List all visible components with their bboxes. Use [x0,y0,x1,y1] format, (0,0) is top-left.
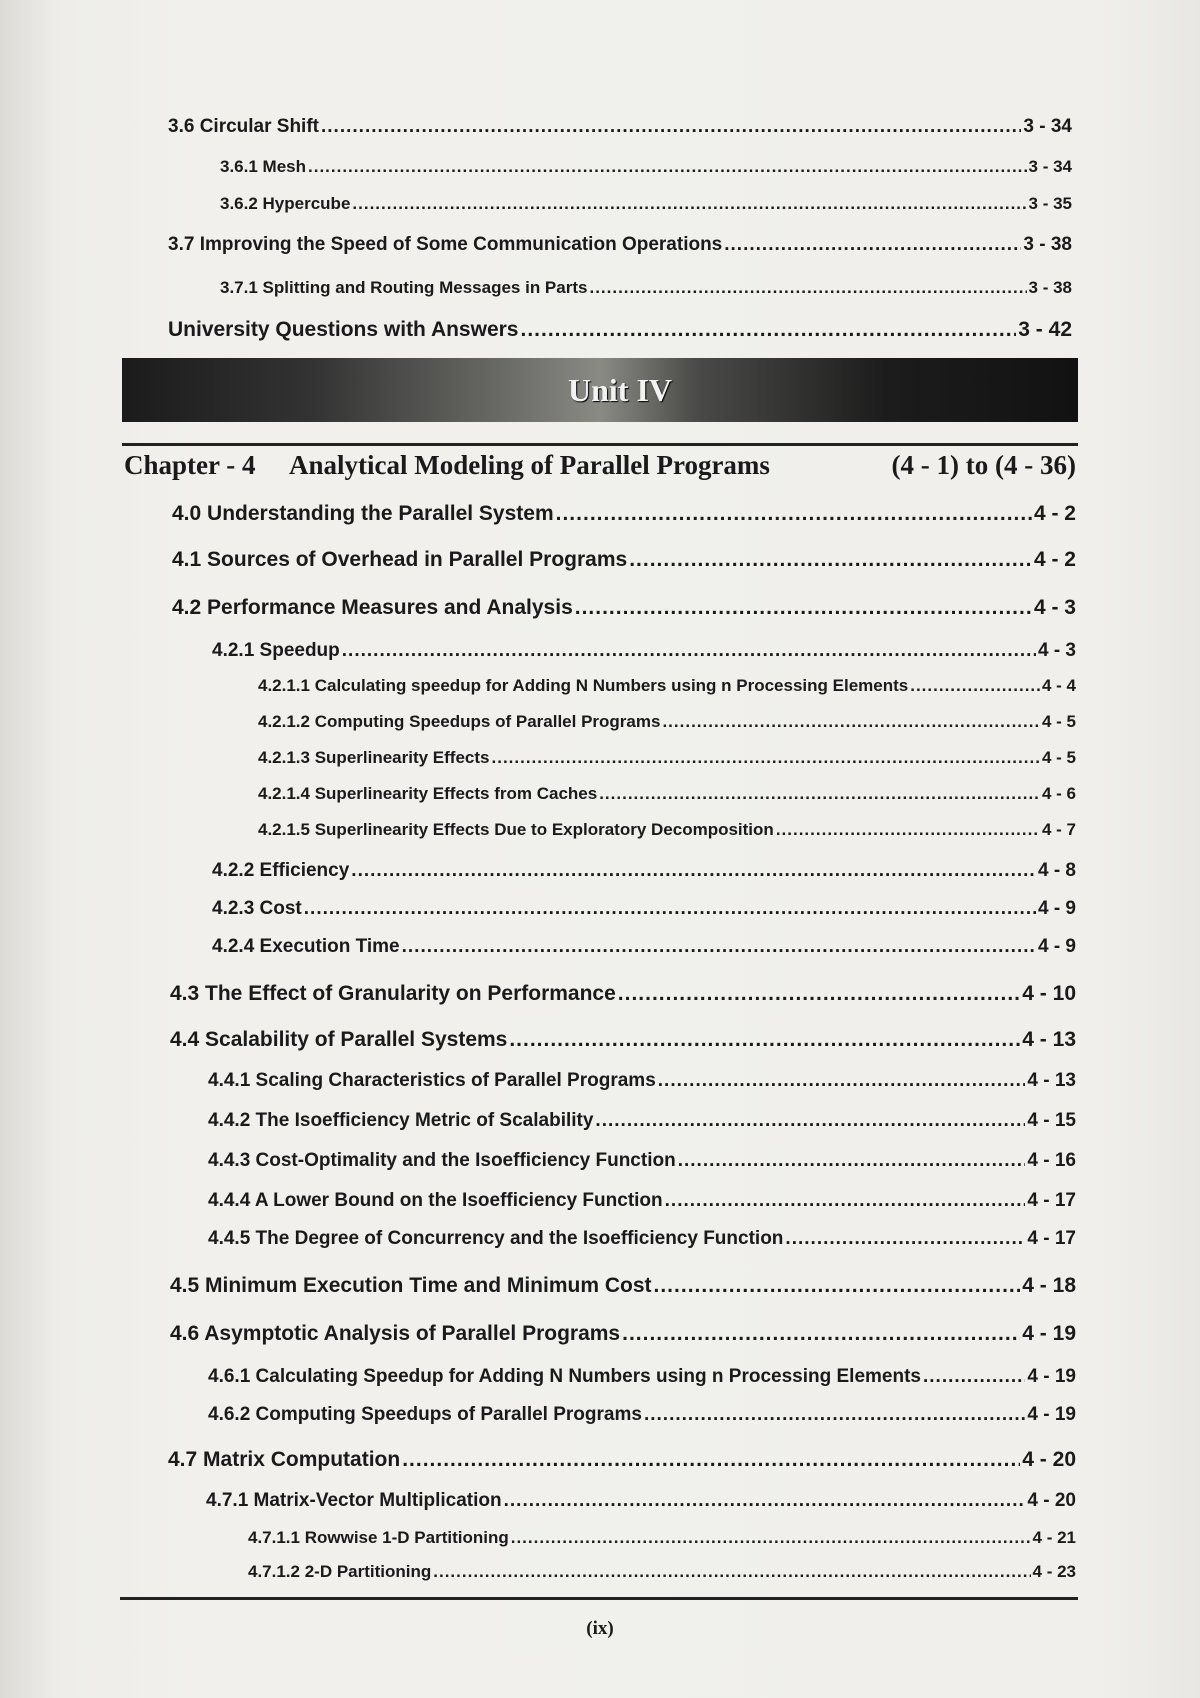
leader-dots [342,640,1036,662]
toc-entry-label: 3.6.1 Mesh [220,157,306,176]
leader-dots [352,194,1026,214]
leader-dots [321,116,1021,138]
toc-entry-label: 4.3 The Effect of Granularity on Performance [170,982,616,1005]
leader-dots [433,1562,1030,1582]
toc-entry-page: 4 - 6 [1041,784,1076,803]
toc-entry [220,157,1072,177]
toc-entry-page: 4 - 5 [1041,748,1076,767]
toc-entry-label: 4.2.1 Speedup [212,640,340,661]
toc-entry-page: 4 - 21 [1032,1528,1076,1547]
chapter-label: Chapter - 4 [124,450,256,480]
toc-entry-page: 4 - 17 [1027,1228,1076,1249]
toc-entry [212,936,1076,958]
toc-entry [168,116,1072,138]
chapter-title: Analytical Modeling of Parallel Programs [289,450,770,480]
toc-entry-label: 4.6.2 Computing Speedups of Parallel Programs [208,1404,642,1425]
toc-entry-label: 3.7.1 Splitting and Routing Messages in Parts [220,278,588,297]
toc-entry-page: 4 - 19 [1027,1404,1076,1425]
leader-dots [622,1322,1020,1346]
toc-entry [212,898,1076,920]
leader-dots [665,1190,1026,1212]
footer-rule [120,1597,1078,1600]
chapter-page-range: (4 - 1) to (4 - 36) [891,450,1076,480]
leader-dots [658,1070,1026,1092]
toc-entry-label: 4.4 Scalability of Parallel Systems [170,1028,508,1051]
toc-entry-label: 4.2.2 Efficiency [212,860,350,881]
toc-entry-page: 4 - 4 [1041,676,1076,695]
toc-entry-page: 3 - 34 [1023,116,1072,137]
leader-dots [776,820,1040,840]
leader-dots [678,1150,1026,1172]
toc-entry-page: 4 - 20 [1027,1490,1076,1511]
leader-dots [511,1528,1031,1548]
leader-dots [724,234,1021,256]
toc-entry [258,676,1076,696]
toc-entry-label: 4.5 Minimum Execution Time and Minimum Cost [170,1274,652,1297]
toc-entry [208,1366,1076,1388]
toc-entry-page: 4 - 9 [1037,898,1076,919]
toc-entry [258,712,1076,732]
toc-entry-page: 4 - 3 [1033,596,1076,619]
toc-entry [208,1110,1076,1132]
toc-entry [208,1404,1076,1426]
toc-entry [208,1228,1076,1250]
leader-dots [402,936,1036,958]
toc-entry-page: 3 - 35 [1028,194,1072,213]
leader-dots [662,712,1040,732]
toc-entry [172,548,1076,572]
toc-entry-page: 4 - 7 [1041,820,1076,839]
leader-dots [556,502,1032,526]
toc-entry-label: 4.7.1.1 Rowwise 1-D Partitioning [248,1528,509,1547]
toc-entry-label: 4.2.4 Execution Time [212,936,400,957]
toc-entry [208,1150,1076,1172]
toc-entry-label: 4.7.1.2 2-D Partitioning [248,1562,432,1581]
toc-entry [170,982,1076,1006]
toc-entry-page: 4 - 13 [1022,1028,1076,1051]
toc-entry-label: 4.4.3 Cost-Optimality and the Isoefficiency Function [208,1150,676,1171]
toc-entry-label: 4.2.3 Cost [212,898,302,919]
toc-entry [258,820,1076,840]
leader-dots [923,1366,1025,1388]
toc-entry-page: 4 - 20 [1022,1448,1076,1471]
toc-entry [220,278,1072,298]
toc-entry [212,860,1076,882]
page-number: (ix) [586,1618,614,1639]
toc-entry-label: 3.6.2 Hypercube [220,194,351,213]
leader-dots [629,548,1032,572]
toc-entry-page: 4 - 15 [1027,1110,1076,1131]
toc-entry-page: 3 - 34 [1028,157,1072,176]
toc-entry-label: 4.1 Sources of Overhead in Parallel Programs [172,548,628,571]
leader-dots [308,157,1027,177]
toc-entry-page: 4 - 18 [1022,1274,1076,1297]
toc-entry-label: 4.4.4 A Lower Bound on the Isoefficiency Function [208,1190,663,1211]
toc-entry-label: 4.7.1 Matrix-Vector Multiplication [206,1490,502,1511]
leader-dots [520,318,1016,342]
toc-entry-label: University Questions with Answers [168,318,519,341]
leader-dots [599,784,1040,804]
toc-entry-page: 3 - 38 [1028,278,1072,297]
toc-entry [248,1562,1076,1582]
toc-entry-label: 4.2 Performance Measures and Analysis [172,596,573,619]
toc-entry-label: 4.2.1.5 Superlinearity Effects Due to Exploratory Decomposition [258,820,774,839]
toc-entry-label: 4.4.2 The Isoefficiency Metric of Scalability [208,1110,594,1131]
leader-dots [402,1448,1020,1472]
leader-dots [595,1110,1025,1132]
toc-entry-page: 4 - 16 [1027,1150,1076,1171]
toc-entry-label: 4.4.1 Scaling Characteristics of Parallel Programs [208,1070,656,1091]
unit-title: Unit IV [567,371,672,408]
leader-dots [509,1028,1020,1052]
toc-entry-label: 4.2.1.1 Calculating speedup for Adding N Numbers using n Processing Elements [258,676,909,695]
toc-entry [170,1322,1076,1346]
toc-entry-label: 4.2.1.4 Superlinearity Effects from Caches [258,784,598,803]
toc-entry [208,1190,1076,1212]
leader-dots [304,898,1036,920]
leader-dots [504,1490,1026,1512]
unit-banner [122,358,1078,422]
toc-entry [208,1070,1076,1092]
toc-entry-label: 4.2.1.2 Computing Speedups of Parallel Programs [258,712,661,731]
toc-entry [212,640,1076,662]
leader-dots [785,1228,1025,1250]
leader-dots [654,1274,1021,1298]
toc-entry-page: 4 - 23 [1032,1562,1076,1581]
toc-entry [206,1490,1076,1512]
toc-entry [258,748,1076,768]
leader-dots [492,748,1040,768]
toc-entry-label: 3.7 Improving the Speed of Some Communication Operations [168,234,723,255]
toc-entry-page: 4 - 2 [1033,502,1076,525]
toc-entry [258,784,1076,804]
toc-entry-page: 4 - 2 [1033,548,1076,571]
toc-entry-page: 3 - 42 [1018,318,1072,341]
toc-entry-label: 3.6 Circular Shift [168,116,319,137]
toc-entry-page: 3 - 38 [1023,234,1072,255]
toc-entry-page: 4 - 19 [1027,1366,1076,1387]
toc-entry-label: 4.6.1 Calculating Speedup for Adding N Numbers using n Processing Elements [208,1366,921,1387]
toc-entry [170,1274,1076,1298]
toc-entry [168,1448,1076,1472]
toc-entry [170,1028,1076,1052]
toc-entry-page: 4 - 17 [1027,1190,1076,1211]
chapter-top-rule [122,443,1078,446]
toc-entry-label: 4.4.5 The Degree of Concurrency and the Isoefficiency Function [208,1228,784,1249]
leader-dots [618,982,1021,1006]
toc-entry-label: 4.6 Asymptotic Analysis of Parallel Programs [170,1322,621,1345]
toc-entry-page: 4 - 19 [1022,1322,1076,1345]
leader-dots [644,1404,1025,1426]
leader-dots [910,676,1040,696]
toc-entry-page: 4 - 5 [1041,712,1076,731]
toc-entry-label: 4.2.1.3 Superlinearity Effects [258,748,490,767]
leader-dots [351,860,1036,882]
leader-dots [575,596,1032,620]
toc-entry-page: 4 - 3 [1037,640,1076,661]
toc-entry [172,502,1076,526]
toc-entry-page: 4 - 9 [1037,936,1076,957]
toc-entry-page: 4 - 13 [1027,1070,1076,1091]
toc-entry [168,318,1072,342]
toc-entry [168,234,1072,256]
chapter-heading [124,450,1076,481]
toc-entry-label: 4.0 Understanding the Parallel System [172,502,554,525]
toc-entry-page: 4 - 10 [1022,982,1076,1005]
toc-entry [220,194,1072,214]
toc-entry [248,1528,1076,1548]
toc-entry-label: 4.7 Matrix Computation [168,1448,401,1471]
toc-entry-page: 4 - 8 [1037,860,1076,881]
toc-entry [172,596,1076,620]
leader-dots [589,278,1026,298]
